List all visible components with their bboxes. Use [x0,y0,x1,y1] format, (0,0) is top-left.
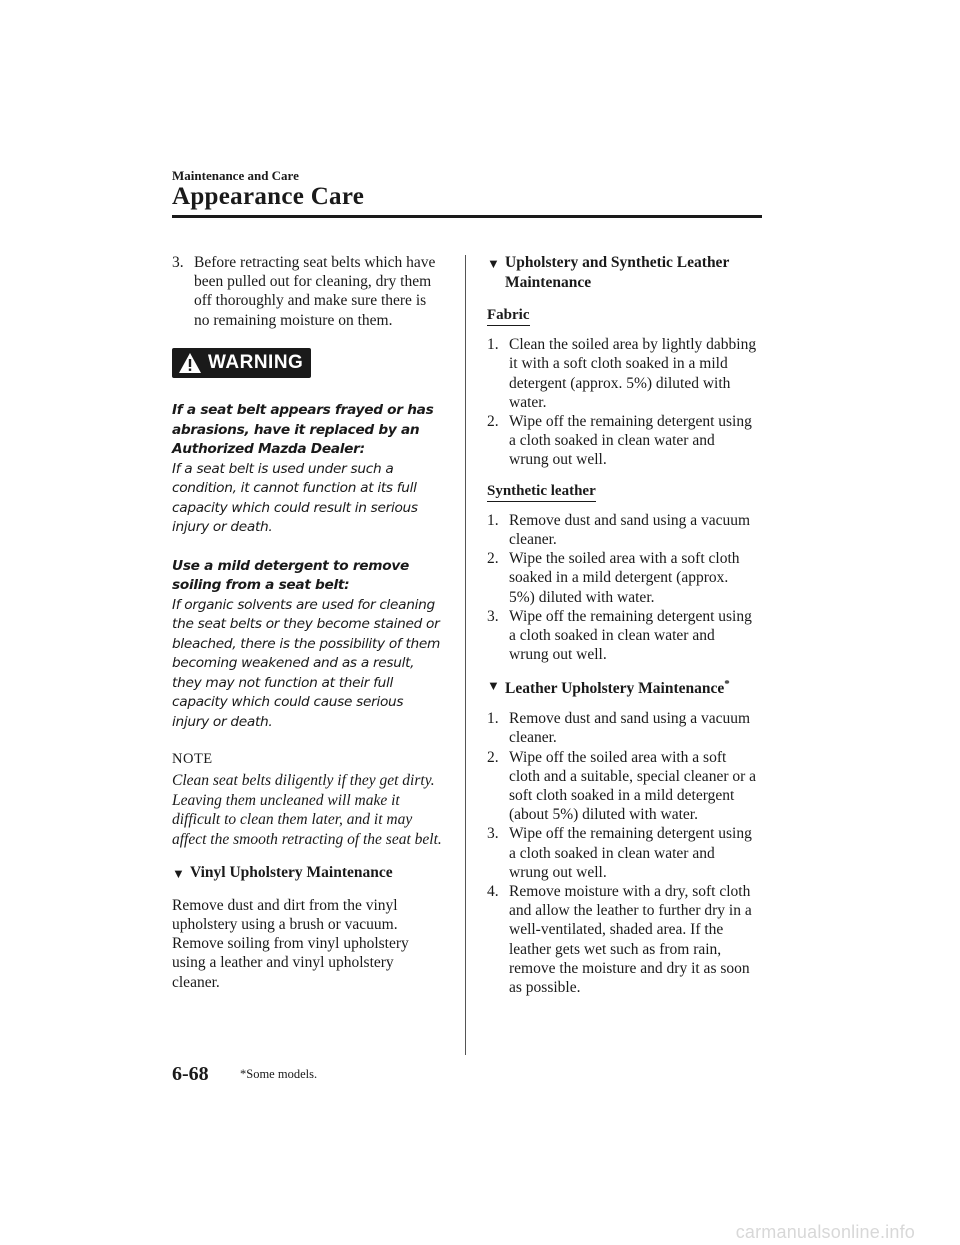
step-text: Before retracting seat belts which have been pulled out for cleaning, dry them off thoroughly and make sure there is no remaining moisture on them. [194,254,436,329]
step-number: 2. [487,748,499,766]
step-text: Wipe off the remaining detergent using a cloth soaked in clean water and wrung out well. [509,607,752,664]
fabric-step-2 [487,412,757,470]
synthetic-step-3 [487,607,757,665]
triangle-marker-icon: ▼ [487,678,500,694]
leather-step-3 [487,824,757,882]
synthetic-step-1 [487,511,757,549]
title-rule [172,215,762,218]
leather-heading-text [505,675,730,699]
warning-label: WARNING [208,352,304,374]
synthetic-step-2 [487,549,757,607]
leather-step-1 [487,709,757,747]
footnote: *Some models. [240,1067,318,1081]
step-text: Remove dust and sand using a vacuum cleaner. [509,710,751,747]
step-text: Remove moisture with a dry, soft cloth and allow the leather to further dry in a well-ventilated, shaded area. If the leather gets wet such as from rain, remove the moisture and dry it as soon as possible. [509,882,752,996]
warning-lead: If a seat belt appears frayed or has abrasions, have it replaced by an Authorized Mazda Dealer: [172,402,434,458]
step-3 [172,253,442,330]
triangle-marker-icon: ▼ [172,866,185,882]
step-number: 2. [487,413,499,431]
warning-body: If a seat belt is used under such a condition, it cannot function at its full capacity which could result in serious injury or death. [172,460,418,536]
leather-step-4 [487,882,757,997]
step-number: 3. [487,825,499,843]
step-number: 4. [487,882,499,900]
fabric-step-1 [487,335,757,412]
leather-step-2 [487,748,757,825]
page-number: 6-68 [172,1063,209,1085]
step-text: Clean the soiled area by lightly dabbing it with a soft cloth soaked in a mild detergent (approx. 5%) diluted with water. [509,336,757,411]
warning-block [172,401,442,732]
step-text: Wipe off the soiled area with a soft cloth and a suitable, special cleaner or a soft cloth soaked in a mild detergent (about 5%) diluted with water. [509,748,757,824]
section-label: Maintenance and Care [172,168,299,183]
warning-body: If organic solvents are used for cleaning the seat belts or they become stained or bleached, there is the possibility of them becoming weakened and as a result, they may not function at their full capacity which could cause serious injury or death. [172,596,441,730]
note-text: Clean seat belts diligently if they get dirty. Leaving them uncleaned will make it difficult to clean them later, and it may affect the smooth retracting of the seat belt. [172,772,442,848]
step-number: 1. [487,710,499,728]
warning-triangle-icon [178,352,202,374]
step-text: Wipe off the remaining detergent using a cloth soaked in clean water and wrung out well. [509,413,752,469]
warning-item-1 [172,401,442,538]
step-number: 3. [487,607,499,625]
step-number: 1. [487,511,499,529]
upholstery-heading [487,253,757,292]
triangle-marker-icon: ▼ [487,256,500,271]
synthetic-heading: Synthetic leather [487,482,596,502]
step-number: 3. [172,254,184,271]
column-divider [465,255,466,1055]
page-title: Appearance Care [172,183,365,210]
warning-item-2 [172,557,442,733]
vinyl-heading [172,863,442,884]
right-column [487,253,757,997]
step-text: Wipe off the remaining detergent using a cloth soaked in clean water and wrung out well. [509,825,752,881]
step-number: 2. [487,550,499,568]
vinyl-text: Remove dust and dirt from the vinyl upholstery using a brush or vacuum. Remove soiling from vinyl upholstery using a leather and vinyl upholstery cleaner. [172,896,409,991]
warning-badge [172,348,311,378]
step-text: Remove dust and sand using a vacuum cleaner. [509,511,751,549]
leather-heading-label: Leather Upholstery Maintenance [505,680,725,698]
note-label: NOTE [172,751,213,768]
warning-lead: Use a mild detergent to remove soiling from a seat belt: [172,557,409,594]
leather-heading [487,675,757,699]
upholstery-heading-text: Upholstery and Synthetic Leather Maintenance [505,254,730,291]
watermark-link[interactable]: carmanualsonline.info [735,1222,915,1242]
step-text: Wipe the soiled area with a soft cloth soaked in a mild detergent (approx. 5%) diluted with water. [509,550,740,606]
asterisk-mark: * [724,678,730,691]
fabric-heading: Fabric [487,306,530,326]
vinyl-heading-text: Vinyl Upholstery Maintenance [190,864,393,882]
step-number: 1. [487,336,499,354]
left-column [172,253,442,992]
